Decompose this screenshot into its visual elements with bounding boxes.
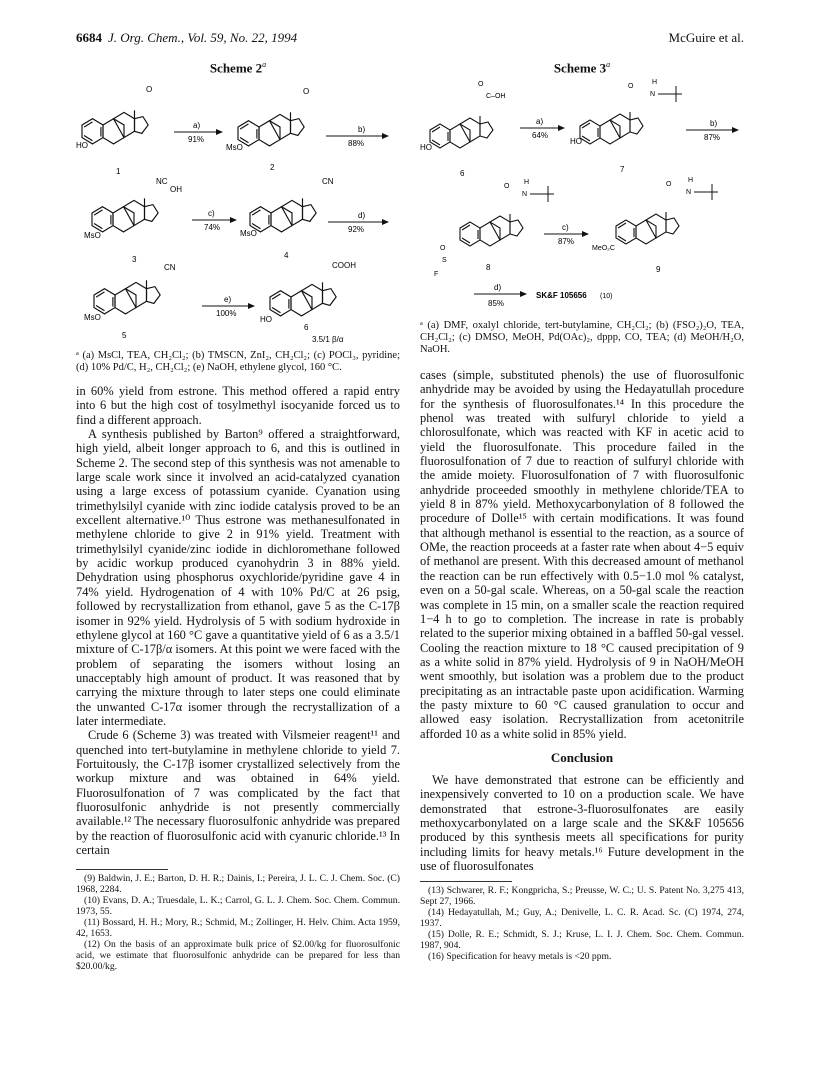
step-label: d) xyxy=(494,283,502,292)
footnote: (13) Schwarer, R. F.; Kongpricha, S.; Preusse, W. C.; U. S. Patent No. 3,275 413, Sept 27, 1966. xyxy=(420,885,744,908)
step-yield: 100% xyxy=(216,309,237,318)
group-label: CN xyxy=(164,263,176,272)
journal-citation: J. Org. Chem., Vol. 59, No. 22, 1994 xyxy=(108,30,298,45)
scheme2-caption: ᵃ (a) MsCl, TEA, CH₂Cl₂; (b) TMSCN, ZnI₂, CH₂Cl₂; (c) POCl₃, pyridine; (d) 10% Pd/C, H₂, CH₂Cl₂; (e) NaOH, ethylene glycol, 160 °C. xyxy=(76,350,400,373)
group-label: HO xyxy=(420,143,432,152)
group-label: MsO xyxy=(240,229,257,238)
group-label: OH xyxy=(170,185,182,194)
body-paragraph: cases (simple, substituted phenols) the use of fluorosulfonic anhydride may be avoided by using the Hedayatullah procedure for the synthesis of fluorosulfonates.¹⁴ In this procedure the phenol was treated with sulfuryl chloride to yield a chlorosulfonate, which was reacted with KF in acetic acid to yield the fluorosulfonate. This procedure failed in the fluorosulfonation of 7 due to reaction of sulfuryl chloride with the amide moiety. Fluorosulfonation of 7 with fluorosulfonic anhydride proceeded smoothly in methylene chloride/TEA to yield 8 in 87% yield. Methoxycarbonylation of 8 followed the procedure of Dolle¹⁵ with certain modifications. It was found that although methanol is essential to the reaction, as a source of OMe, the reaction proceeds at a faster rate when about 4−5 equiv of methanol are present. With this decreased amount of methanol the reaction can be run effectively with 0.5−1.0 mol % catalyst, even on a 50-gal scale. Whereas, on a 50-gal scale the reaction was complete in 15 min, on a smaller scale the reaction required 1−4 h to go to completion. The increase in rate is probably related to the superior mixing obtained in a baffled 50-gal vessel. Cooling the reaction mixture to 18 °C caused precipitation of 9 as a white solid in 87% yield. Hydrolysis of 9 in NaOH/MeOH went smoothly, but isolation was a problem due to the product precipitating as an intractable paste upon acidification. Warming the pasty mixture to 60 °C caused granulation to occur and allowed easy isolation. Recrystallization from acetonitrile afforded 10 as a white solid in 85% yield. xyxy=(420,368,744,741)
body-paragraph: in 60% yield from estrone. This method offered a rapid entry into 6 but the high cost of tosylmethyl isocyanide forced us to find a different approach. xyxy=(76,384,400,427)
step-label: e) xyxy=(224,295,232,304)
scheme2-row2 xyxy=(84,177,388,264)
group-label: MsO xyxy=(84,313,101,322)
conclusion-heading: Conclusion xyxy=(550,749,614,765)
step-label: b) xyxy=(710,119,718,128)
compound-number: 1 xyxy=(116,167,121,176)
group-label: H xyxy=(688,177,694,184)
group-label: O xyxy=(666,181,672,188)
group-label: COOH xyxy=(332,261,356,270)
group-label: HO xyxy=(76,141,88,150)
step-label: a) xyxy=(536,117,544,126)
group-label: MsO xyxy=(84,231,101,240)
group-label: MsO xyxy=(226,143,243,152)
group-label: O xyxy=(440,245,446,252)
step-yield: 85% xyxy=(488,299,505,308)
group-label: MeO₂C xyxy=(592,245,615,252)
header-left xyxy=(76,30,297,46)
compound-number: 9 xyxy=(656,265,661,274)
footnote: (9) Baldwin, J. E.; Barton, D. H. R.; Dainis, I.; Pereira, J. L. C. J. Chem. Soc. (C) 1968, 2284. xyxy=(76,873,400,896)
product-name: SK&F 105656 xyxy=(536,291,587,300)
header-authors: McGuire et al. xyxy=(668,30,744,45)
left-column xyxy=(76,56,400,973)
compound-number: 6 xyxy=(304,323,309,332)
footnote: (15) Dolle, R. E.; Schmidt, S. J.; Kruse, L. I. J. Chem. Soc. Chem. Commun. 1987, 904. xyxy=(420,928,744,951)
scheme2-title: Scheme 2$^a$ xyxy=(209,60,267,76)
step-yield: 88% xyxy=(348,139,365,148)
footnote-rule xyxy=(420,881,512,882)
group-label: O xyxy=(628,83,634,90)
running-header xyxy=(76,30,744,46)
group-label: H xyxy=(652,79,658,86)
footnote: (16) Specification for heavy metals is <20 ppm. xyxy=(428,950,612,962)
group-label: O xyxy=(504,183,510,190)
step-label: d) xyxy=(358,211,366,220)
group-label: F xyxy=(434,271,439,278)
footnote-rule xyxy=(76,869,168,870)
page-number: 6684 xyxy=(76,30,102,45)
footnote: (12) On the basis of an approximate bulk price of $2.00/kg for fluorosulfonic acid, we estimate that fluorosulfonic anhydride can be prepared for less than $20.00/kg. xyxy=(76,938,400,972)
scheme2-row3 xyxy=(84,261,356,344)
scheme3-row2 xyxy=(434,177,718,278)
step-yield: 74% xyxy=(204,223,221,232)
scheme2-figure xyxy=(76,74,400,344)
conclusion-paragraph: We have demonstrated that estrone can be efficiently and inexpensively converted to 10 on a production scale. We have demonstrated that estrone-3-fluorosulfonates are easily methoxycarbonylated on a large scale and the SK&F 105656 produced by this synthesis meets all specifications for purity including limits for heavy metals.¹⁶ Future development in the use of fluorosulfonates xyxy=(420,772,744,873)
group-label: H xyxy=(524,179,530,186)
scheme2-row1 xyxy=(76,85,388,176)
body-paragraph: Crude 6 (Scheme 3) was treated with Vilsmeier reagent¹¹ and quenched into tert-butylamine in methylene chloride to yield 7. Fortuitously, the C-17β isomer crystallized selectively from the workup mixture and was obtained in 64% yield. Fluorosulfonation of 7 was complicated by the fact that fluorosulfonic anhydride is not presently commercially available.¹² The necessary fluorosulfonic anhydride was prepared by the reaction of fluorosulfonic acid with cyanuric chloride.¹³ In certain xyxy=(76,728,400,857)
compound-number: 5 xyxy=(122,331,127,340)
footnote: (10) Evans, D. A.; Truesdale, L. K.; Carrol, G. L. J. Chem. Soc. Chem. Commun. 1973, 55. xyxy=(76,895,400,918)
footnotes-left xyxy=(76,874,400,972)
footnote: (14) Hedayatullah, M.; Guy, A.; Denivelle, L. C. R. Acad. Sc. (C) 1974, 274, 1937. xyxy=(420,907,744,930)
group-label: N xyxy=(686,189,692,196)
step-yield: 87% xyxy=(704,133,721,142)
group-label: CN xyxy=(322,177,334,186)
footnote: (11) Bossard, H. H.; Mory, R.; Schmid, M.; Zollinger, H. Helv. Chim. Acta 1959, 42, 1653. xyxy=(76,916,400,939)
step-label: b) xyxy=(358,125,366,134)
step-label: c) xyxy=(208,209,215,218)
group-label: O xyxy=(303,87,310,96)
compound-number: 6 xyxy=(460,169,465,178)
step-yield: 91% xyxy=(188,135,205,144)
group-label: NC xyxy=(156,177,168,186)
compound-number: 8 xyxy=(486,263,491,272)
compound-number: 2 xyxy=(270,163,275,172)
scheme3-figure xyxy=(420,74,744,310)
product-ref: (10) xyxy=(600,293,613,300)
step-label: a) xyxy=(193,121,201,130)
group-label: HO xyxy=(260,315,272,324)
group-label: C–OH xyxy=(486,93,506,100)
group-label: N xyxy=(522,191,528,198)
scheme3-row1 xyxy=(420,79,738,178)
step-yield: 87% xyxy=(558,237,575,246)
scheme3-caption: ᵃ (a) DMF, oxalyl chloride, tert-butylamine, CH₂Cl₂; (b) (FSO₂)₂O, TEA, CH₂Cl₂; (c) DMSO, MeOH, Pd(OAc)₂, dppp, CO, TEA; (d) MeOH/H₂O, NaOH. xyxy=(420,320,744,355)
scheme3-row3 xyxy=(474,283,612,308)
step-label: c) xyxy=(562,223,569,232)
group-label: S xyxy=(442,257,447,264)
right-column xyxy=(420,56,744,963)
step-yield: 92% xyxy=(348,225,365,234)
group-label: O xyxy=(478,81,484,88)
group-label: HO xyxy=(570,137,582,146)
compound-number: 3 xyxy=(132,255,137,264)
footnotes-right xyxy=(420,886,744,962)
scheme3-title: Scheme 3$^a$ xyxy=(553,60,611,76)
compound-number: 4 xyxy=(284,251,289,260)
compound-number: 7 xyxy=(620,165,625,174)
body-paragraph: A synthesis published by Barton⁹ offered a straightforward, high yield, albeit longer approach to 6, and this is outlined in Scheme 2. The second step of this synthesis was not amenable to large scale work since it involved an acid-catalyzed cyanation using a large excess of potassium cyanide. Cyanation using trimethylsilyl cyanide with zinc iodide catalysis proved to be an excellent alternative.¹⁰ Thus estrone was methanesulfonated in methylene chloride to give 2 in 91% yield. Treatment with trimethylsilyl cyanide/zinc iodide in dichloromethane followed by acidic workup produced cyanohydrin 3 in 88% yield. Dehydration using phosphorus oxychloride/pyridine gave 4 in 74% yield. Hydrogenation of 4 with 10% Pd/C at 26 psig, followed by recrystallization from ethanol, gave 5 as the C-17β isomer in 92% yield. Hydrolysis of 5 with sodium hydroxide in ethylene glycol at 160 °C gave a quantitative yield of 6 as a 3.5/1 mixture of C-17β/α isomers. At this point we were faced with the problem of separating the isomers without losing an unacceptably high amount of product. It was reasoned that by carrying the mixture through to later steps one could eliminate the unwanted C-17α isomer through the recrystallization of a later intermediate. xyxy=(76,427,400,728)
group-label: O xyxy=(146,85,153,94)
group-label: N xyxy=(650,91,656,98)
isomer-ratio: 3.5/1 β/α xyxy=(312,335,344,344)
step-yield: 64% xyxy=(532,131,549,140)
